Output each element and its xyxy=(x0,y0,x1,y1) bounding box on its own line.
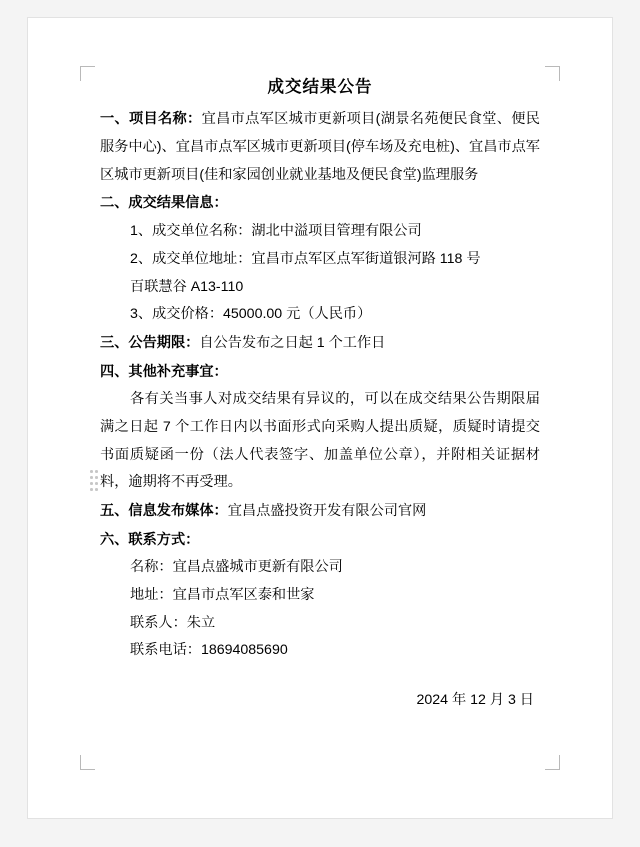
signature-date: 2024 年 12 月 3 日 xyxy=(416,692,534,709)
section-media xyxy=(100,498,540,526)
section-notice-period xyxy=(100,330,540,358)
section-heading-2: 二、成交结果信息： xyxy=(100,195,228,212)
section-text-1: 宜昌市点军区城市更新项目(湖景名苑便民食堂、便民服务中心)、宜昌市点军区城市更新项目(停车场及充电桩)、宜昌市点军区城市更新项目(佳和家园创业就业基地及便民食堂)监理服务 xyxy=(100,111,540,183)
result-item: 2、成交单位地址：宜昌市点军区点军街道银河路 118 号 xyxy=(130,250,481,267)
crop-mark-bottom-right xyxy=(545,755,560,770)
crop-mark-top-right xyxy=(545,66,560,81)
section-heading-1: 一、项目名称： xyxy=(100,111,202,128)
result-item: 3、成交价格：45000.00 元（人民币） xyxy=(130,306,372,323)
section-result-info xyxy=(100,190,540,218)
section-supplementary xyxy=(100,359,540,387)
contact-item: 联系电话：18694085690 xyxy=(130,642,288,659)
crop-mark-bottom-left xyxy=(80,755,95,770)
document-body xyxy=(100,74,540,715)
result-item: 百联慧谷 A13-110 xyxy=(130,278,244,295)
contact-item: 地址：宜昌市点军区泰和世家 xyxy=(130,587,315,604)
result-item: 1、成交单位名称：湖北中溢项目管理有限公司 xyxy=(130,223,422,240)
contact-item: 联系人：朱立 xyxy=(130,614,216,631)
section-heading-6: 六、联系方式： xyxy=(100,531,200,548)
page-title: 成交结果公告 xyxy=(267,78,373,96)
crop-mark-top-left xyxy=(80,66,95,81)
section-contact xyxy=(100,527,540,555)
section-heading-5: 五、信息发布媒体： xyxy=(100,503,228,520)
document-page xyxy=(28,18,612,818)
section-text-3: 自公告发布之日起 1 个工作日 xyxy=(199,334,386,351)
section-heading-3: 三、公告期限： xyxy=(100,334,200,351)
section-project-name xyxy=(100,106,540,189)
drag-handle[interactable] xyxy=(90,470,99,492)
section-text-5: 宜昌点盛投资开发有限公司官网 xyxy=(227,503,427,520)
contact-item: 名称：宜昌点盛城市更新有限公司 xyxy=(130,559,343,576)
section-heading-4: 四、其他补充事宜： xyxy=(100,363,228,380)
section-text-4: 各有关当事人对成交结果有异议的，可以在成交结果公告期限届满之日起 7 个工作日内以书面形式向采购人提出质疑，质疑时请提交书面质疑函一份（法人代表签字、加盖单位公章），并附相关证据材料，逾期将不再受理。 xyxy=(100,391,540,491)
